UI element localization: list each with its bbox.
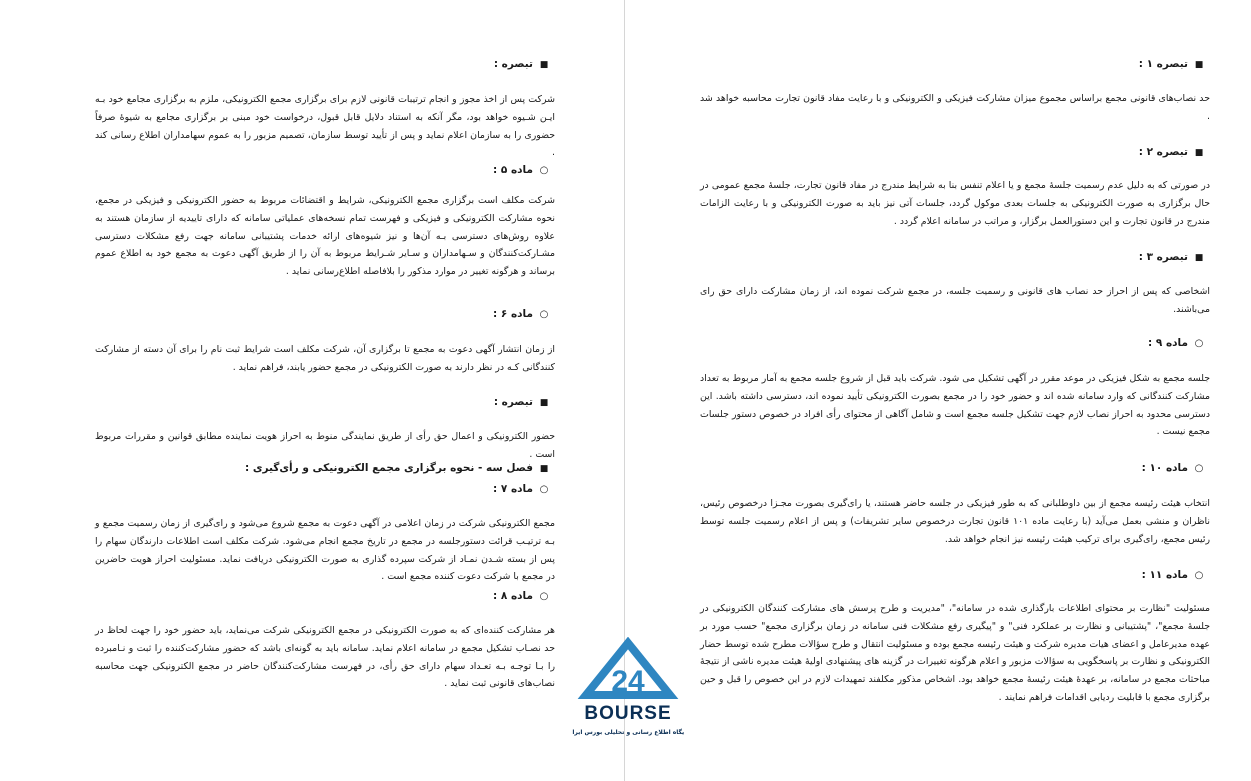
circle-bullet-icon: ○ <box>1194 570 1204 581</box>
paragraph: حد نصاب‌های قانونی مجمع براساس مجموع میزان مشارکت فیزیکی و الکترونیکی و با رعایت مفاد قانون تجارت محاسبه خواهد شد . <box>700 93 1210 122</box>
circle-bullet-icon: ○ <box>1194 338 1204 349</box>
paragraph: از زمان انتشار آگهی دعوت به مجمع تا برگزاری آن، شرکت مکلف است شرایط ثبت نام را برای آن دسته از مشارکت کنندگانی کـه در نظر دارند به صورت الکترونیکی در مجمع حضور یابند، فراهم نماید . <box>95 344 555 373</box>
heading-madde-7: ○ماده ۷ : <box>493 482 555 497</box>
heading-madde-10: ○ماده ۱۰ : <box>1142 461 1210 476</box>
heading-tabsareh: ■تبصره : <box>494 395 555 410</box>
bourse24-logo <box>572 637 684 745</box>
paragraph: مجمع الکترونیکی شرکت در زمان اعلامی در آگهی دعوت به مجمع شروع می‌شود و رای‌گیری از زمان رسمیت مجمع و بـه ترتیـب قرائت دستورجلسه در مجمع در تاریخ مجمع انجام می‌شود. شرکت مکلف است اطلاعات دارندگان سهام را پس از بسته شـدن نمـاد از شرکت سپرده گذاری به صورت الکترونیکی دریافت نماید. مسئولیت احراز هویت حاضرین در مجمع با شرکت دعوت کننده مجمع است . <box>95 518 555 583</box>
square-bullet-icon: ■ <box>1194 60 1204 70</box>
circle-bullet-icon: ○ <box>539 165 549 176</box>
paragraph: مسئولیت "نظارت بر محتوای اطلاعات بارگذاری شده در سامانه"، "مدیریت و طرح پرسش های مشارکت کنندگان الکترونیکی در جلسهٔ مجمع"، "پشتیبانی و نظارت بر عملکرد فنی" و "پیگیری رفع مشکلات فنی سامانه در زمان برگزاری مجمع" حسب مورد بر عهده مدیرعامل و اعضای هیات مدیره شرکت و هیئت رئیسه مجمع بوده و مسئولیت انتقال و طرح سؤالات مطرح شده توسط حضار الکترونیکی و نظارت بر پاسخگویی به سؤالات مزبور و اعلام هرگونه تغییرات در گزینه های پیشنهادی اولیهٔ هیئت مدیره ناشی از نتیجهٔ مباحثات مجمع در سامانه، بر عهدهٔ هیئت رئیسهٔ مجمع خواهد بود. اشخاص مذکور مکلفند تمهیدات لازم در این خصوص را قبل و حین برگزاری مجمع با قابلیت ردیابی اقدامات فراهم نمایند . <box>700 603 1210 703</box>
chapter-heading: ■فصل سه - نحوه برگزاری مجمع الکترونیکی و رأی‌گیری : <box>245 461 555 476</box>
square-bullet-icon: ■ <box>539 464 549 474</box>
paragraph: جلسه مجمع به شکل فیزیکی در موعد مقرر در آگهی تشکیل می شود. شرکت باید قبل از شروع جلسه مجمع به آمار مربوط به تعداد مشارکت کنندگانی که وارد سامانه شده اند و حضور خود را در مجمع بصورت الکترونیکی تأیید نموده اند، دسترسی داشته باشد. این دسترسی محدود به احراز نصاب لازم جهت تشکیل جلسه مجمع است و شامل آگاهی از محتوای رأی افراد در خصوص دستور جلسات مجمع نیست . <box>700 373 1210 438</box>
square-bullet-icon: ■ <box>539 398 549 408</box>
paragraph: اشخاصی که پس از احراز حد نصاب های قانونی و رسمیت جلسه، در مجمع شرکت نموده اند، از زمان مشارکت دارای حق رای می‌باشند. <box>700 286 1210 315</box>
circle-bullet-icon: ○ <box>539 484 549 495</box>
paragraph: حضور الکترونیکی و اعمال حق رأی از طریق نمایندگی منوط به احراز هویت نماینده مطابق قوانین و مقررات مربوط است . <box>95 431 555 460</box>
circle-bullet-icon: ○ <box>539 309 549 320</box>
paragraph: شرکت مکلف است برگزاری مجمع الکترونیکی، شرایط و اقتضائات مربوط به حضور الکترونیکی و فیزیکی در مجمع، نحوه مشارکت الکترونیکی و فیزیکی و فهرست تمام نسخه‌های عملیاتی سامانه که دارای تاییدیه از سازمان هستند به علاوه روش‌های دسترسی بـه آن‌ها و نیز شیوه‌های ارائه خدمات پشتیبانی سامانه جهت رفع مشکلات دسترسی مشـارکت‌کنندگان و سـهامداران و سـایر شـرایط مربوط به آن را از طریق آگهی دعوت به مجمع خود به اطلاع عموم برساند و هرگونه تغییر در موارد مذکور را بلافاصله اطلاع‌رسانی نماید . <box>95 195 555 278</box>
circle-bullet-icon: ○ <box>539 591 549 602</box>
heading-madde-9: ○ماده ۹ : <box>1148 336 1210 351</box>
circle-bullet-icon: ○ <box>1194 463 1204 474</box>
heading-madde-11: ○ماده ۱۱ : <box>1142 568 1210 583</box>
paragraph: هر مشارکت کننده‌ای که به صورت الکترونیکی در مجمع الکترونیکی شرکت می‌نماید، باید حضور خود را جهت لحاظ در حد نصـاب تشکیل مجمع در سامانه اعلام نماید. سامانه باید به گونه‌ای باشد که حضور مشارکت‌کننده را ثبت و نـامبرده را بـا توجـه بـه تعـداد سهام دارای حق رأی، در فهرست مشارکت‌کنندگان حاضر در مجمع الکترونیکی جهت محاسبه نصاب‌های قانونی ثبت نماید . <box>95 625 555 690</box>
square-bullet-icon: ■ <box>1194 148 1204 158</box>
logo-tagline: پایگاه اطلاع رسانی و تحلیلی بورس ایران <box>572 729 684 736</box>
logo-number: 24 <box>611 665 645 698</box>
paragraph: شرکت پس از اخذ مجوز و انجام ترتیبات قانونی لازم برای برگزاری مجمع الکترونیکی، ملزم به برگزاری مجامع خود بـه ایـن شـیوه خواهد بود، مگر آنکه به استناد دلایل قابل قبول، درخواست خود مبنی بر برگزاری مجامع به شیوهٔ صرفاً حضوری را به سازمان اعلام نماید و پس از تأیید توسط سازمان، تصمیم مزبور را به عموم سهامداران اطلاع رسانی کند . <box>95 94 555 159</box>
heading-madde-5: ○ماده ۵ : <box>493 163 555 178</box>
square-bullet-icon: ■ <box>1194 253 1204 263</box>
heading-tabsareh: ■تبصره : <box>494 57 555 72</box>
heading-tabsareh-2: ■تبصره ۲ : <box>1139 145 1210 160</box>
logo-wordmark: BOURSE <box>584 703 672 724</box>
bourse24-emblem-icon <box>572 637 684 745</box>
square-bullet-icon: ■ <box>539 60 549 70</box>
heading-madde-6: ○ماده ۶ : <box>493 307 555 322</box>
paragraph: انتخاب هیئت رئیسه مجمع از بین داوطلبانی که به طور فیزیکی در جلسه حاضر هستند، یا رای‌گیری بصورت مجـزا درخصوص رئیس، ناظران و منشی بعمل می‌آید (با رعایت ماده ۱۰۱ قانون تجارت درخصوص سایر تشریفات) و پس از اعلام رسمیت جلسه توسط رئیس مجمع، رای‌گیری برای ترکیب هیئت رئیسه نیز انجام خواهد شد. <box>700 498 1210 545</box>
heading-madde-8: ○ماده ۸ : <box>493 589 555 604</box>
heading-tabsareh-1: ■تبصره ۱ : <box>1139 57 1210 72</box>
heading-tabsareh-3: ■تبصره ۳ : <box>1139 250 1210 265</box>
paragraph: در صورتی که به دلیل عدم رسمیت جلسهٔ مجمع و یا اعلام تنفس بنا به شرایط مندرج در مفاد قانون تجارت، جلسهٔ مجمع عمومی در حال برگزاری به صورت الکترونیکی به جلسات بعدی موکول گردد، جلسات آتی نیز باید به صورت الکترونیکی و با رعایت الزامات مندرج در قانون تجارت و این دستورالعمل برگزار، و مراتب در سامانه اعلام گردد . <box>700 180 1210 227</box>
